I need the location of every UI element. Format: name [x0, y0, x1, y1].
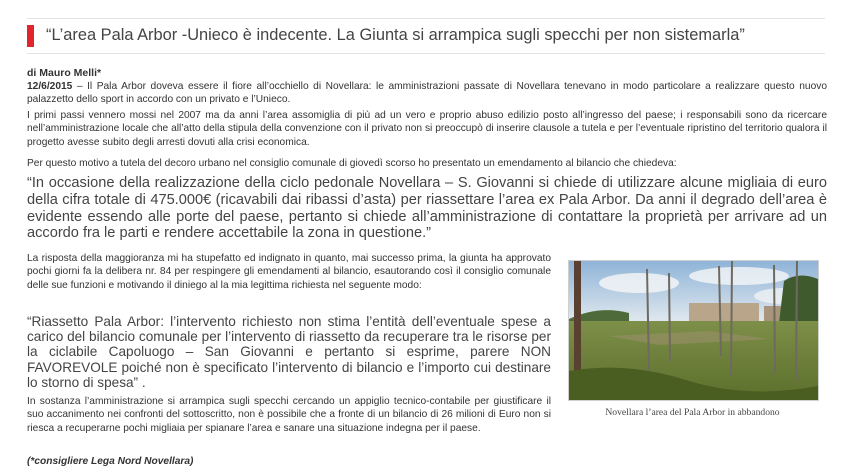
article-photo [568, 260, 819, 401]
intro-text: – Il Pala Arbor doveva essere il fiore all’occhiello di Novellara: le amministrazioni passate di Novellara tenevano in modo particolare a realizzare questo nuovo palazzetto dello sport in accordo con un privato e l’Unieco. [27, 81, 827, 106]
paragraph-5: In sostanza l’amministrazione si arrampica sugli specchi cercando un appiglio tecnico-contabile per giustificare il suo accanimento nei confronti del sottoscritto, non è possibile che a fronte di un bilancio di 26 milioni di Euro non si riesca a recuperarne pochi migliaia per spianare l’area e sanare una situazione indegna per il paese. [27, 396, 551, 434]
paragraph-4: La risposta della maggioranza mi ha stupefatto ed indignato in quanto, mai successo prima, la giunta ha approvato pochi giorni fa la delibera nr. 84 per respingere gli emendamenti al bilancio, esautorando così il consiglio comunale delle sue funzioni e motivando il diniego al la mia legittima richiesta nel seguente modo: [27, 253, 551, 291]
abandoned-site-image [569, 261, 818, 400]
article-title: “L’area Pala Arbor -Unieco è indecente. La Giunta si arrampica sugli specchi per non sistemarla” [46, 26, 745, 44]
article-header [27, 18, 825, 54]
council-response-quote: “Riassetto Pala Arbor: l’intervento richiesto non stima l’entità dell’eventuale spese a carico del bilancio comunale per l’intervento di riassetto da recuperare tra le risorse per la ciclabile Capoluogo – San Giovanni e pertanto si esprime, parere NON FAVOREVOLE poiché non è specificato l’intervento di bilancio e l’importo cui destinare lo storno di spesa” . [27, 314, 551, 390]
photo-caption: Novellara l’area del Pala Arbor in abbandono [605, 407, 780, 418]
article-date: 12/6/2015 [27, 81, 73, 92]
author-signoff: (*consigliere Lega Nord Novellara) [27, 456, 194, 467]
title-accent-bar [27, 25, 34, 47]
amendment-quote: “In occasione della realizzazione della ciclo pedonale Novellara – S. Giovanni si chiede di utilizzare alcune migliaia di euro della cifra totale di 475.000€ (ricavabili dai ribassi d’asta) per riassettare l’area ex Pala Arbor. Da anni il degrado dell’area è evidente essendo alle porte del paese, pertanto si chiede all’amministrazione di contattare la proprietà per arrivare ad un accordo fra le parti e rendere accettabile la zona in questione.” [27, 175, 827, 242]
author-byline: di Mauro Melli* [27, 67, 102, 79]
paragraph-2: I primi passi vennero mossi nel 2007 ma da anni l’area assomiglia di più ad un vero e proprio abuso edilizio posto all’ingresso del paese; i responsabili sono da ricercare nell’amministrazione locale che all’atto della stipula della convenzione con il privato non si preoccupò di inserire clausole a tutela e per l’eventuale ripristino del territorio qualora il progetto avesse subito degli arresti dovuti alla crisi economica. [27, 110, 827, 148]
paragraph-3: Per questo motivo a tutela del decoro urbano nel consiglio comunale di giovedì scorso ho presentato un emendamento al bilancio che chiedeva: [27, 158, 677, 169]
intro-paragraph [27, 80, 827, 107]
